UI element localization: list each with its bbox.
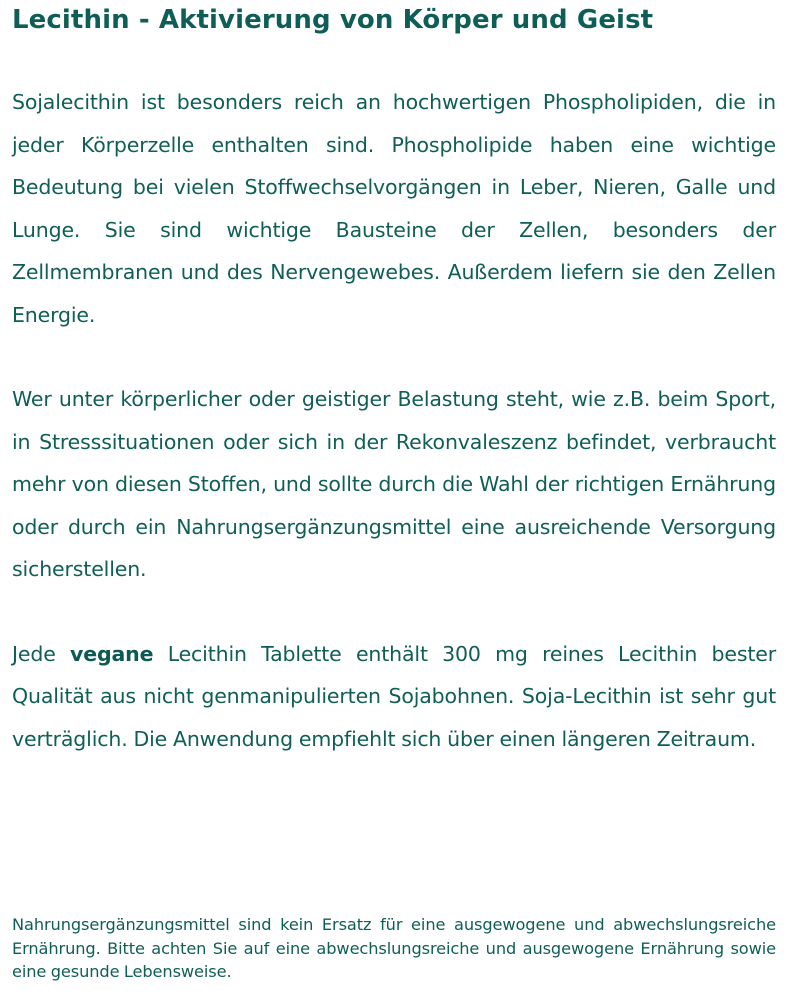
paragraph-tablet-rest: Lecithin Tablette enthält 300 mg reines Lecithin bester Qualität aus nicht genmanipulierten Sojabohnen. Soja-Lecithin ist sehr gut verträglich. Die Anwendung empfiehlt sich über einen längeren Zeitraum. — [12, 641, 777, 751]
paragraph-supply: Wer unter körperlicher oder geistiger Belastung steht, wie z.B. beim Sport, in Stresssituationen oder sich in der Rekonvaleszenz befindet, verbraucht mehr von diesen Stoffen, und sollte durch die Wahl der richtigen Ernährung oder durch ein Nahrungsergänzungsmittel eine ausreichende Versorgung sicherstellen. — [12, 387, 776, 581]
disclaimer-note: Nahrungsergänzungsmittel sind kein Ersatz für eine ausgewogene und abwechslungsreiche Ernährung. Bitte achten Sie auf eine abwechslungsreiche und ausgewogene Ernährung sowie eine gesunde Lebensweise. — [12, 915, 776, 981]
paragraph-phospholipids: Sojalecithin ist besonders reich an hochwertigen Phospholipiden, die in jeder Körperzelle enthalten sind. Phospholipide haben eine wichtige Bedeutung bei vielen Stoffwechselvorgängen in Leber, Nieren, Galle und Lunge. Sie sind wichtige Bausteine der Zellen, besonders der Zellmembranen und des Nervengewebes. Außerdem liefern sie den Zellen Energie. — [12, 90, 776, 327]
paragraph-tablet-lead: Jede — [12, 641, 56, 666]
page-title: Lecithin - Aktivierung von Körper und Geist — [12, 5, 654, 35]
paragraph-tablet — [12, 633, 776, 761]
vegane-emphasis: vegane — [70, 641, 154, 666]
